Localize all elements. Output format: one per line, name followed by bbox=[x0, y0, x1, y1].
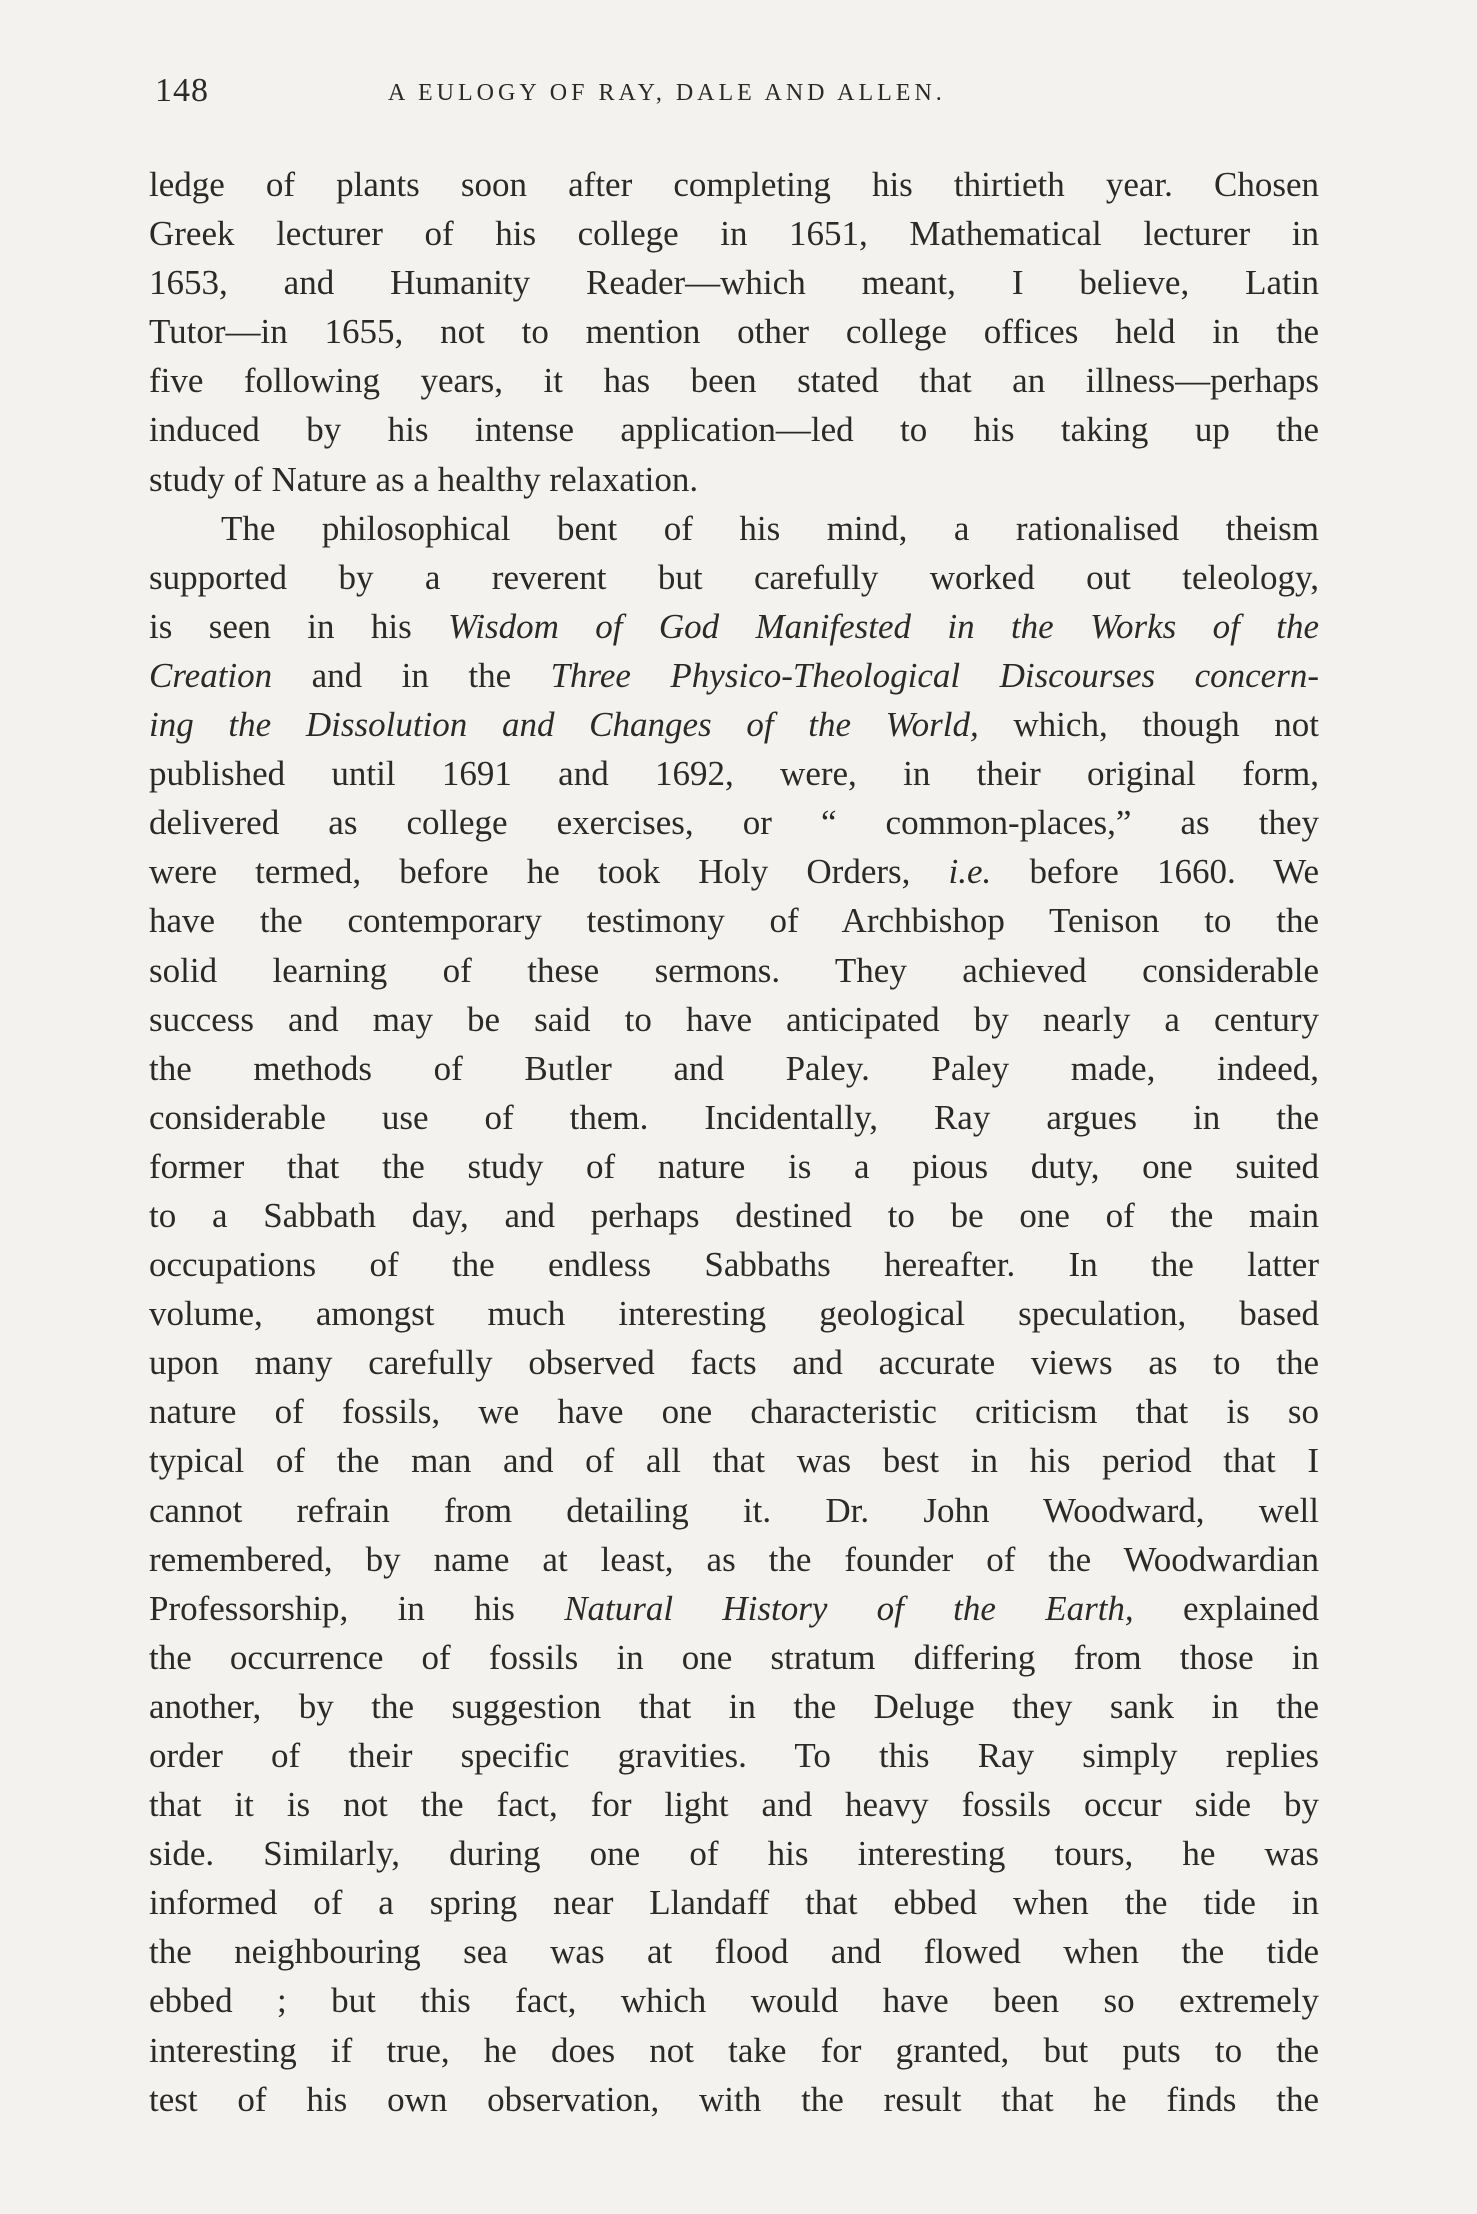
text-line bbox=[149, 1976, 1319, 2025]
text-line bbox=[149, 1142, 1319, 1191]
text-segment: supported by a reverent but carefully worked out teleology, bbox=[149, 557, 1319, 597]
text-line bbox=[149, 504, 1319, 553]
text-line bbox=[149, 2026, 1319, 2075]
text-segment: before 1660. We bbox=[991, 852, 1319, 892]
text-segment: that it is not the fact, for light and heavy fossils occur side by bbox=[149, 1785, 1319, 1825]
text-segment: Professorship, in his bbox=[149, 1588, 565, 1628]
text-segment: the methods of Butler and Paley. Paley made, indeed, bbox=[149, 1048, 1319, 1088]
text-segment: solid learning of these sermons. They achieved considerable bbox=[149, 950, 1319, 990]
text-line bbox=[149, 749, 1319, 798]
text-line bbox=[149, 1878, 1319, 1927]
text-segment: typical of the man and of all that was best in his period that I bbox=[149, 1441, 1319, 1481]
text-segment: informed of a spring near Llandaff that ebbed when the tide in bbox=[149, 1883, 1319, 1923]
running-head: A EULOGY OF RAY, DALE AND ALLEN. bbox=[388, 80, 946, 106]
text-line bbox=[149, 1387, 1319, 1436]
text-line bbox=[149, 2075, 1319, 2124]
text-line bbox=[149, 1093, 1319, 1142]
text-line bbox=[149, 1682, 1319, 1731]
text-line bbox=[149, 356, 1319, 405]
text-segment: delivered as college exercises, or “ common-places,” as they bbox=[149, 803, 1319, 843]
italic-title-text: ing the Dissolution and Changes of the World, bbox=[149, 705, 979, 745]
text-segment: remembered, by name at least, as the founder of the Woodwardian bbox=[149, 1539, 1319, 1579]
text-line bbox=[149, 1486, 1319, 1535]
text-segment: interesting if true, he does not take for granted, but puts to the bbox=[149, 2030, 1319, 2070]
text-segment: upon many carefully observed facts and accurate views as to the bbox=[149, 1343, 1319, 1383]
text-line bbox=[149, 455, 1319, 504]
text-line bbox=[149, 1191, 1319, 1240]
text-segment: which, though not bbox=[978, 705, 1319, 745]
text-segment: to a Sabbath day, and perhaps destined to be one of the main bbox=[149, 1195, 1319, 1235]
text-line bbox=[149, 307, 1319, 356]
text-segment: cannot refrain from detailing it. Dr. John Woodward, well bbox=[149, 1490, 1319, 1530]
text-line bbox=[149, 1240, 1319, 1289]
body-text bbox=[149, 160, 1319, 2124]
text-segment: Tutor—in 1655, not to mention other college offices held in the bbox=[149, 312, 1319, 352]
page-header bbox=[155, 72, 1315, 122]
text-segment: the occurrence of fossils in one stratum differing from those in bbox=[149, 1637, 1319, 1677]
text-line bbox=[149, 1584, 1319, 1633]
text-segment: former that the study of nature is a pious duty, one suited bbox=[149, 1146, 1319, 1186]
text-segment: Greek lecturer of his college in 1651, Mathematical lecturer in bbox=[149, 214, 1319, 254]
text-line bbox=[149, 1829, 1319, 1878]
text-segment: 1653, and Humanity Reader—which meant, I believe, Latin bbox=[149, 263, 1319, 303]
italic-title-text: Wisdom of God Manifested in the Works of the bbox=[448, 606, 1319, 646]
italic-title-text: Creation bbox=[149, 655, 273, 695]
text-line bbox=[149, 995, 1319, 1044]
text-segment: considerable use of them. Incidentally, Ray argues in the bbox=[149, 1097, 1319, 1137]
text-line bbox=[149, 1927, 1319, 1976]
text-line bbox=[149, 847, 1319, 896]
text-segment: side. Similarly, during one of his interesting tours, he was bbox=[149, 1834, 1319, 1874]
text-segment: occupations of the endless Sabbaths hereafter. In the latter bbox=[149, 1245, 1319, 1285]
text-line bbox=[149, 405, 1319, 454]
italic-title-text: i.e. bbox=[948, 852, 992, 892]
text-segment: The philosophical bent of his mind, a rationalised theism bbox=[221, 508, 1319, 548]
text-line bbox=[149, 896, 1319, 945]
italic-title-text: Three Physico-Theological Discourses concern- bbox=[550, 655, 1319, 695]
text-line bbox=[149, 209, 1319, 258]
text-segment: ebbed ; but this fact, which would have been so extremely bbox=[149, 1981, 1319, 2021]
text-line bbox=[149, 1044, 1319, 1093]
text-line bbox=[149, 651, 1319, 700]
text-segment: published until 1691 and 1692, were, in their original form, bbox=[149, 754, 1319, 794]
text-line bbox=[149, 1436, 1319, 1485]
text-segment: nature of fossils, we have one characteristic criticism that is so bbox=[149, 1392, 1319, 1432]
text-line bbox=[149, 700, 1319, 749]
text-line bbox=[149, 1780, 1319, 1829]
text-line bbox=[149, 1731, 1319, 1780]
text-segment: were termed, before he took Holy Orders, bbox=[149, 852, 949, 892]
text-line bbox=[149, 946, 1319, 995]
text-segment: have the contemporary testimony of Archbishop Tenison to the bbox=[149, 901, 1319, 941]
text-line bbox=[149, 1633, 1319, 1682]
text-segment: explained bbox=[1133, 1588, 1319, 1628]
text-segment: and in the bbox=[272, 655, 551, 695]
text-line bbox=[149, 160, 1319, 209]
text-line bbox=[149, 258, 1319, 307]
text-segment: test of his own observation, with the result that he finds the bbox=[149, 2079, 1319, 2119]
text-segment: is seen in his bbox=[149, 606, 449, 646]
text-segment: order of their specific gravities. To this Ray simply replies bbox=[149, 1736, 1319, 1775]
text-segment: ledge of plants soon after completing his thirtieth year. Chosen bbox=[149, 165, 1319, 204]
text-segment: the neighbouring sea was at flood and flowed when the tide bbox=[149, 1932, 1319, 1972]
italic-title-text: Natural History of the Earth, bbox=[564, 1588, 1134, 1628]
text-segment: induced by his intense application—led to his taking up the bbox=[149, 410, 1319, 450]
page-number: 148 bbox=[155, 72, 209, 109]
text-line bbox=[149, 798, 1319, 847]
text-line bbox=[149, 1289, 1319, 1338]
text-line bbox=[149, 1338, 1319, 1387]
text-segment: five following years, it has been stated that an illness—perhaps bbox=[149, 361, 1319, 401]
text-line bbox=[149, 553, 1319, 602]
text-line bbox=[149, 1535, 1319, 1584]
text-segment: another, by the suggestion that in the Deluge they sank in the bbox=[149, 1686, 1319, 1726]
text-segment: study of Nature as a healthy relaxation. bbox=[149, 459, 699, 499]
text-line bbox=[149, 602, 1319, 651]
text-segment: success and may be said to have anticipated by nearly a century bbox=[149, 999, 1319, 1039]
text-segment: volume, amongst much interesting geological speculation, based bbox=[149, 1294, 1319, 1334]
